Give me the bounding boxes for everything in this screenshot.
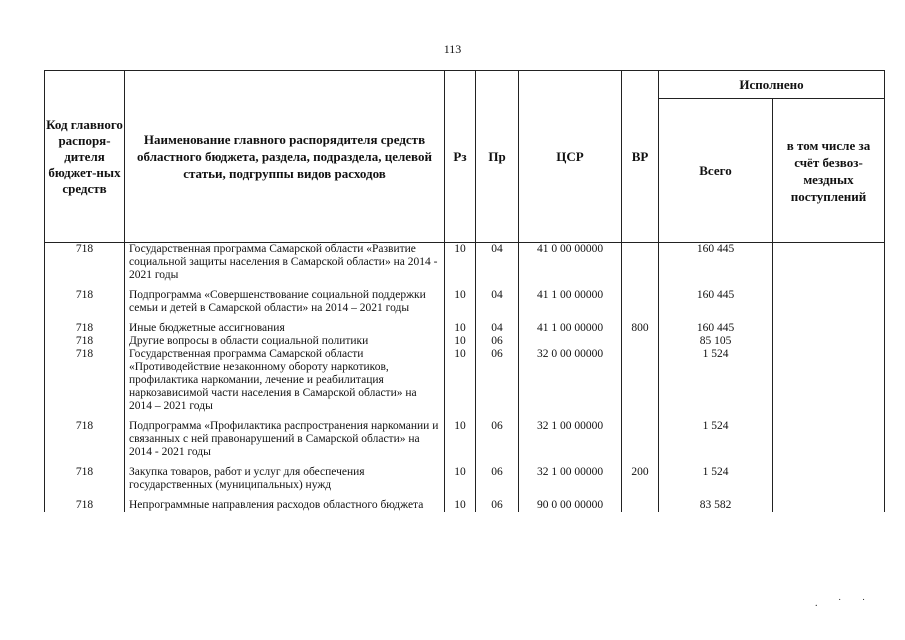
cell-pr: 06 xyxy=(476,348,519,413)
table-body xyxy=(45,243,885,513)
cell-vr xyxy=(622,243,659,283)
cell-csr: 41 1 00 00000 xyxy=(519,322,622,335)
cell-kod: 718 xyxy=(45,335,125,348)
cell-name: Государственная программа Самарской области «Противодействие незаконному обороту наркотиков, профилактика наркомании, лечение и реабилитация наркозависимой части населения в Самарской области» на 2014 – 2021 годы xyxy=(125,348,445,413)
cell-name: Подпрограмма «Совершенствование социальной поддержки семьи и детей в Самарской области» на 2014 – 2021 годы xyxy=(125,289,445,315)
cell-kod: 718 xyxy=(45,348,125,413)
cell-total: 1 524 xyxy=(659,420,773,459)
cell-kod: 718 xyxy=(45,322,125,335)
cell-vr: 800 xyxy=(622,322,659,335)
cell-rz: 10 xyxy=(445,322,476,335)
cell-name: Иные бюджетные ассигнования xyxy=(125,322,445,335)
cell-rz: 10 xyxy=(445,499,476,512)
cell-vr xyxy=(622,335,659,348)
header-name: Наименование главного распорядителя средств областного бюджета, раздела, подраздела, целевой статьи, подгруппы видов расходов xyxy=(125,71,445,243)
header-total: Всего xyxy=(659,99,773,243)
header-pr: Пр xyxy=(476,71,519,243)
cell-total: 83 582 xyxy=(659,499,773,512)
cell-csr: 41 0 00 00000 xyxy=(519,243,622,283)
cell-pr: 04 xyxy=(476,322,519,335)
table-header xyxy=(45,71,885,243)
cell-name: Другие вопросы в области социальной политики xyxy=(125,335,445,348)
header-kod: Код главного распоря-дителя бюджет-ных средств xyxy=(45,71,125,243)
table-row xyxy=(45,348,885,413)
cell-free xyxy=(773,289,885,315)
cell-rz: 10 xyxy=(445,466,476,492)
table-row xyxy=(45,420,885,459)
cell-csr: 32 1 00 00000 xyxy=(519,420,622,459)
cell-total: 160 445 xyxy=(659,289,773,315)
header-vr: ВР xyxy=(622,71,659,243)
cell-kod: 718 xyxy=(45,289,125,315)
cell-total: 85 105 xyxy=(659,335,773,348)
scan-marks: . ˙ ˙ xyxy=(815,598,875,609)
cell-pr: 04 xyxy=(476,289,519,315)
cell-csr: 90 0 00 00000 xyxy=(519,499,622,512)
cell-total: 1 524 xyxy=(659,466,773,492)
cell-free xyxy=(773,335,885,348)
cell-free xyxy=(773,348,885,413)
cell-rz: 10 xyxy=(445,420,476,459)
cell-kod: 718 xyxy=(45,466,125,492)
cell-vr xyxy=(622,289,659,315)
cell-rz: 10 xyxy=(445,348,476,413)
header-free: в том числе за счёт безвоз-мездных поступлений xyxy=(773,99,885,243)
cell-pr: 06 xyxy=(476,499,519,512)
cell-csr xyxy=(519,335,622,348)
cell-pr: 04 xyxy=(476,243,519,283)
table-row xyxy=(45,499,885,512)
table-row xyxy=(45,289,885,315)
cell-name: Непрограммные направления расходов областного бюджета xyxy=(125,499,445,512)
cell-total: 160 445 xyxy=(659,322,773,335)
header-csr: ЦСР xyxy=(519,71,622,243)
cell-pr: 06 xyxy=(476,335,519,348)
cell-free xyxy=(773,499,885,512)
cell-csr: 32 0 00 00000 xyxy=(519,348,622,413)
cell-rz: 10 xyxy=(445,289,476,315)
table-row xyxy=(45,322,885,335)
cell-name: Подпрограмма «Профилактика распространения наркомании и связанных с ней правонарушений в Самарской области» на 2014 - 2021 годы xyxy=(125,420,445,459)
header-executed: Исполнено xyxy=(659,71,885,99)
cell-csr: 41 1 00 00000 xyxy=(519,289,622,315)
cell-total: 1 524 xyxy=(659,348,773,413)
cell-kod: 718 xyxy=(45,499,125,512)
cell-free xyxy=(773,466,885,492)
cell-free xyxy=(773,243,885,283)
cell-pr: 06 xyxy=(476,420,519,459)
header-rz: Рз xyxy=(445,71,476,243)
page-number: 113 xyxy=(443,42,462,56)
table-row xyxy=(45,335,885,348)
cell-rz: 10 xyxy=(445,243,476,283)
cell-pr: 06 xyxy=(476,466,519,492)
budget-table xyxy=(44,70,885,512)
cell-vr: 200 xyxy=(622,466,659,492)
cell-rz: 10 xyxy=(445,335,476,348)
cell-kod: 718 xyxy=(45,420,125,459)
cell-total: 160 445 xyxy=(659,243,773,283)
cell-kod: 718 xyxy=(45,243,125,283)
cell-free xyxy=(773,420,885,459)
cell-vr xyxy=(622,499,659,512)
table-row xyxy=(45,466,885,492)
cell-name: Государственная программа Самарской области «Развитие социальной защиты населения в Самарской области» на 2014 - 2021 годы xyxy=(125,243,445,283)
cell-vr xyxy=(622,420,659,459)
cell-free xyxy=(773,322,885,335)
cell-vr xyxy=(622,348,659,413)
table-row xyxy=(45,243,885,283)
cell-csr: 32 1 00 00000 xyxy=(519,466,622,492)
cell-name: Закупка товаров, работ и услуг для обеспечения государственных (муниципальных) нужд xyxy=(125,466,445,492)
